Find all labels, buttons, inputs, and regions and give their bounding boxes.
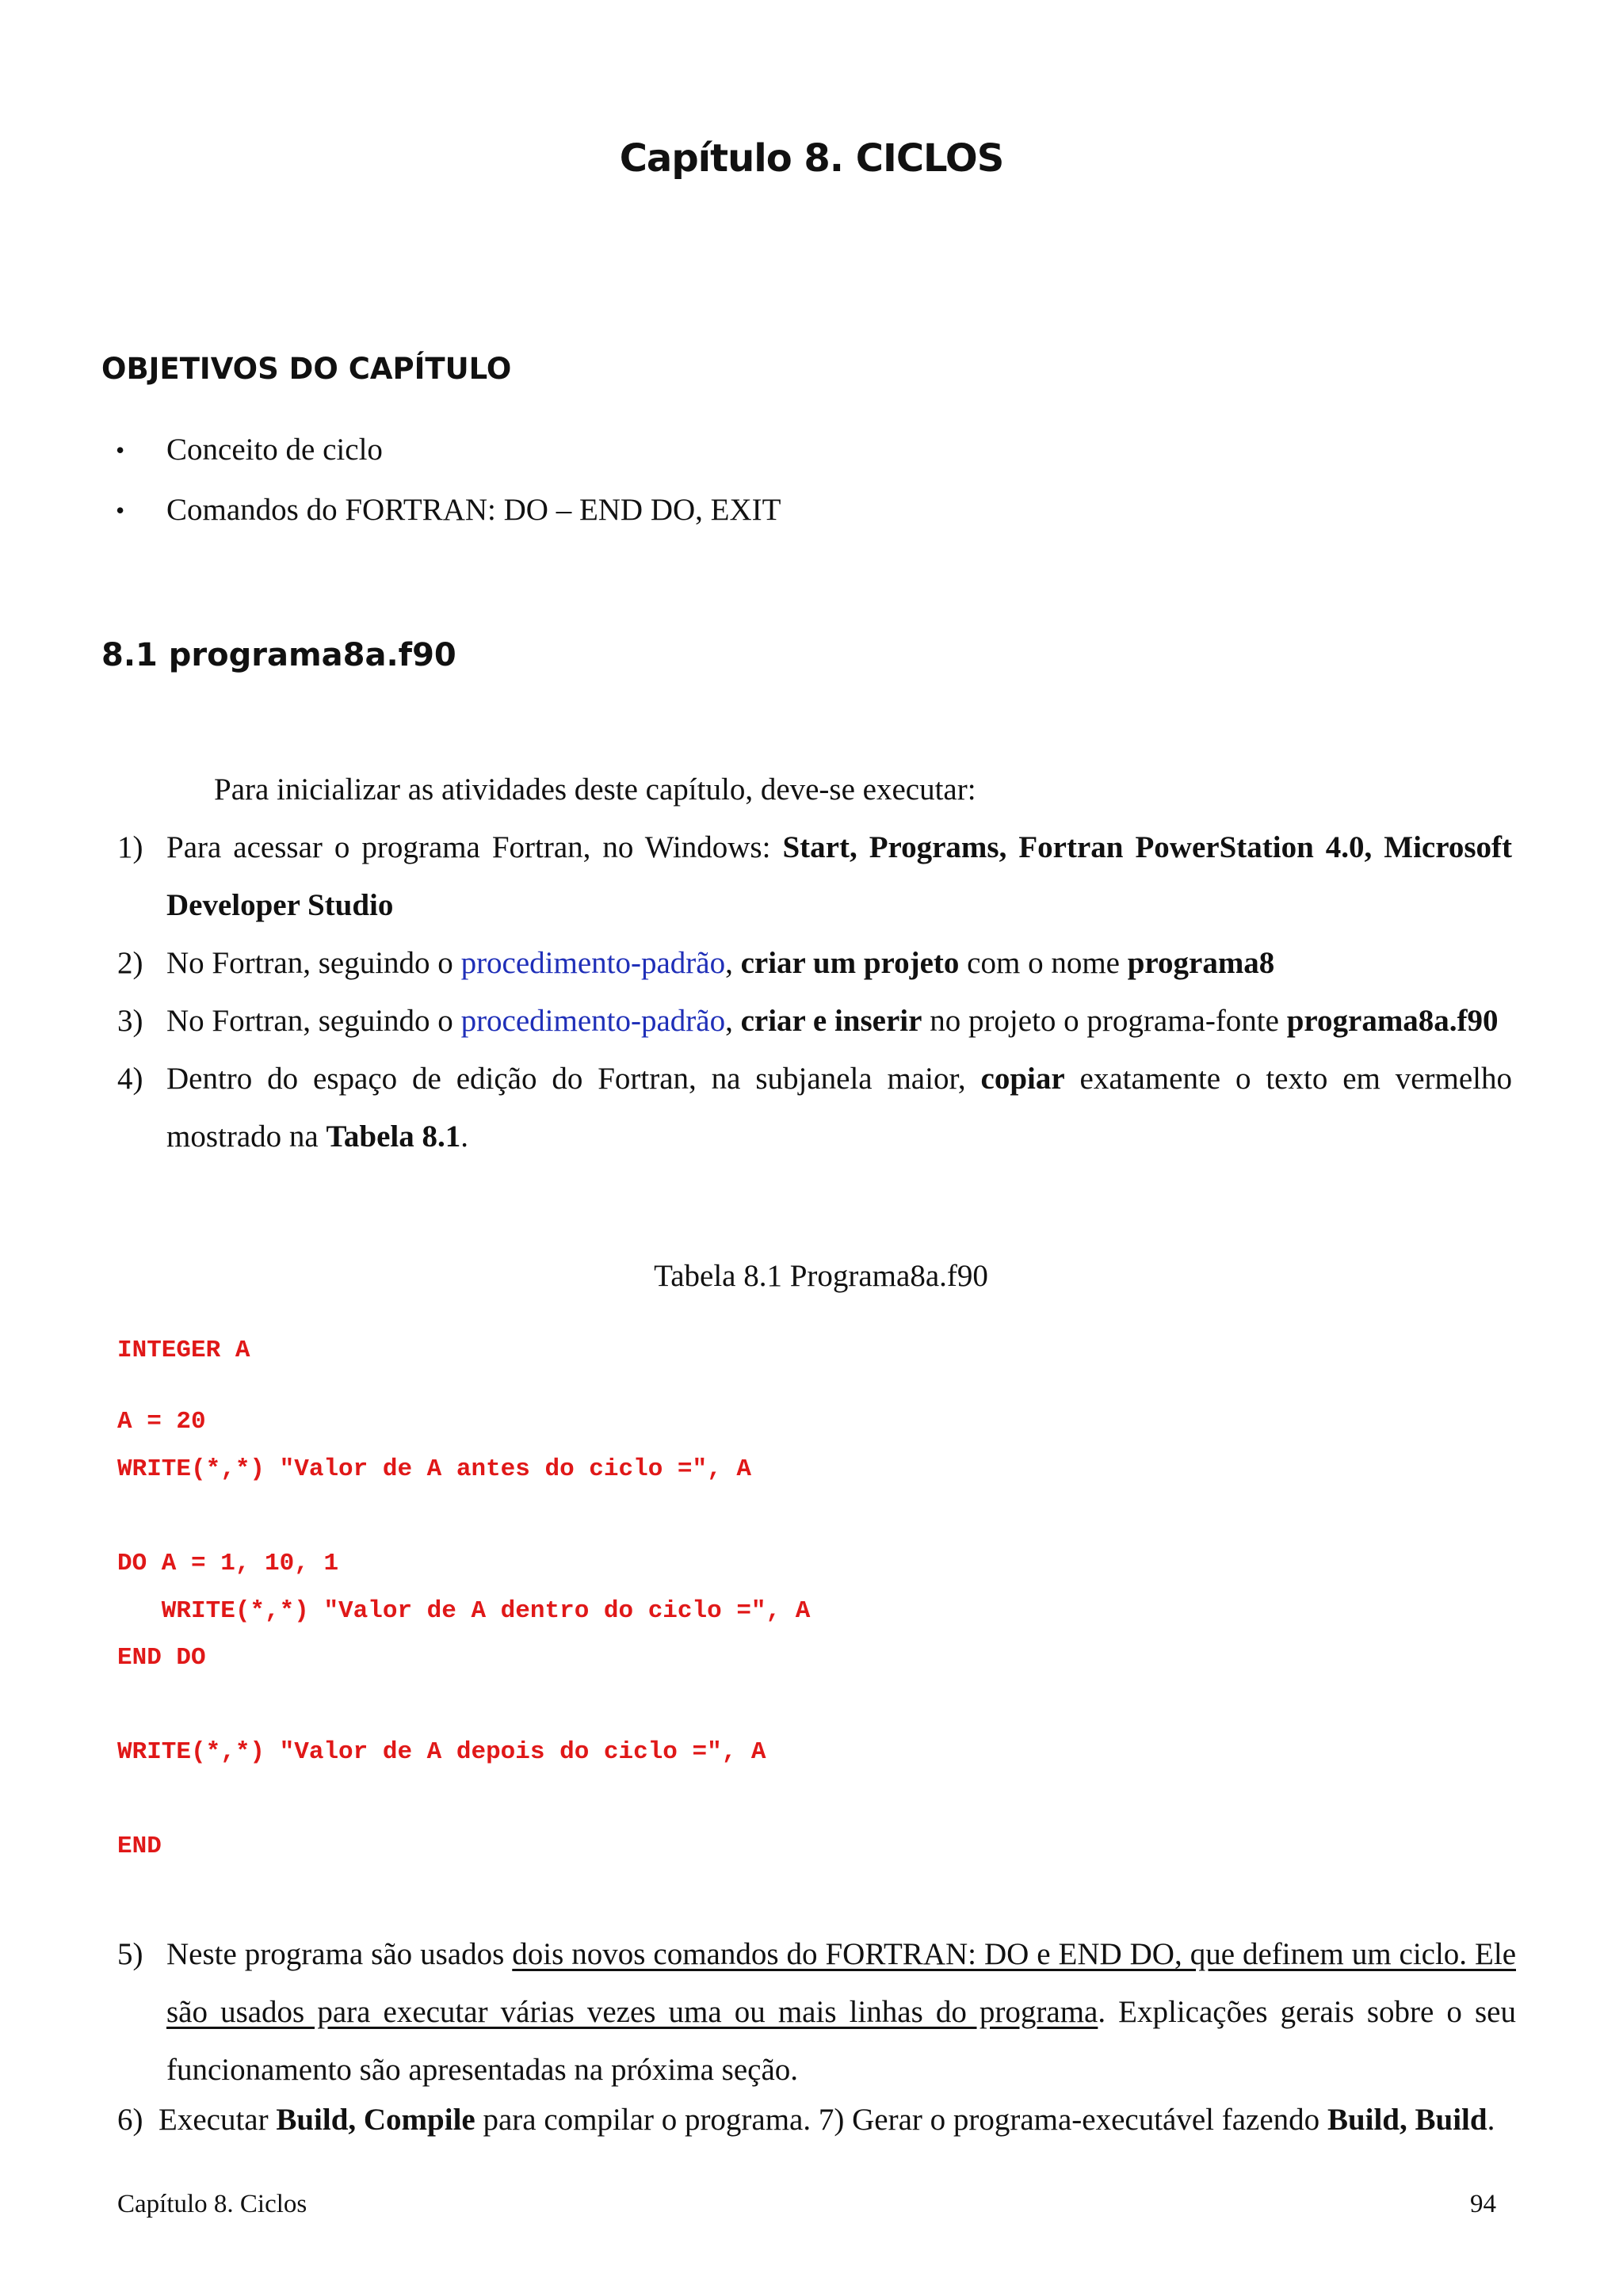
- code-line: END DO: [117, 1644, 206, 1672]
- code-line: WRITE(*,*) "Valor de A dentro do ciclo =", A: [117, 1597, 811, 1625]
- step-text: ,: [725, 1004, 741, 1038]
- step-bold: criar um projeto: [740, 946, 960, 980]
- step-number: 4): [117, 1062, 143, 1096]
- procedure-link[interactable]: procedimento-padrão: [460, 1004, 726, 1038]
- code-line: WRITE(*,*) "Valor de A antes do ciclo =", A: [117, 1455, 751, 1483]
- step-text: Neste programa são usados: [166, 1937, 513, 1971]
- step-5: [117, 1925, 1516, 2099]
- step-text: No Fortran, seguindo o: [166, 946, 461, 980]
- project-name: programa8: [1127, 946, 1275, 980]
- step-text: ,: [725, 946, 741, 980]
- bullet-icon: •: [116, 436, 125, 464]
- procedure-link[interactable]: procedimento-padrão: [460, 946, 726, 980]
- menu-path: Build, Build: [1327, 2103, 1487, 2137]
- steps-list: [117, 818, 1512, 1165]
- code-line: INTEGER A: [117, 1337, 250, 1364]
- step-4: [117, 1050, 1512, 1165]
- menu-path: Build, Compile: [276, 2103, 475, 2137]
- code-line: WRITE(*,*) "Valor de A depois do ciclo =", A: [117, 1738, 766, 1766]
- step-1: [117, 818, 1512, 934]
- list-item: [111, 420, 781, 480]
- step-bold: copiar: [980, 1062, 1065, 1096]
- step-bold: criar e inserir: [740, 1004, 922, 1038]
- step-number: 2): [117, 946, 143, 980]
- step-2: [117, 934, 1512, 992]
- objectives-list: [111, 420, 781, 540]
- code-line: DO A = 1, 10, 1: [117, 1550, 339, 1577]
- step-text: para compilar o programa. 7) Gerar o programa-executável fazendo: [475, 2103, 1327, 2137]
- step-text: No Fortran, seguindo o: [166, 1004, 461, 1038]
- step-text: Dentro do espaço de edição do Fortran, na subjanela maior,: [166, 1062, 981, 1096]
- step-text: Para acessar o programa Fortran, no Windows:: [166, 830, 783, 864]
- step-6-7: [117, 2101, 1516, 2139]
- code-line: END: [117, 1833, 162, 1860]
- step-text: .: [1487, 2103, 1495, 2137]
- step-number: 3): [117, 1004, 143, 1038]
- section-heading: 8.1 programa8a.f90: [101, 637, 456, 673]
- menu-path: Start, Programs, Fortran PowerStation 4.0, Microsoft Developer Studio: [166, 830, 1512, 922]
- chapter-title: Capítulo 8. CICLOS: [619, 136, 1004, 181]
- objective-text: Comandos do FORTRAN: DO – END DO, EXIT: [166, 493, 781, 527]
- step-number: 6): [117, 2103, 143, 2137]
- bullet-icon: •: [116, 496, 125, 524]
- step-text: Executar: [158, 2103, 277, 2137]
- step-text: com o nome: [959, 946, 1128, 980]
- step-number: 1): [117, 830, 143, 864]
- code-line: A = 20: [117, 1408, 206, 1436]
- underlined-text: dois novos comandos do FORTRAN: DO e END DO, que definem um ciclo. Ele são usados para executar várias vezes uma ou mais linhas do programa: [166, 1937, 1516, 2029]
- list-item: [111, 480, 781, 540]
- step-text: .: [460, 1119, 468, 1154]
- footer-chapter: Capítulo 8. Ciclos: [117, 2190, 307, 2218]
- table-caption: Tabela 8.1 Programa8a.f90: [654, 1259, 988, 1293]
- objectives-heading: OBJETIVOS DO CAPÍTULO: [101, 352, 512, 386]
- intro-paragraph: Para inicializar as atividades deste capítulo, deve-se executar:: [214, 772, 976, 807]
- table-reference: Tabela 8.1: [326, 1119, 461, 1154]
- step-3: [117, 992, 1512, 1050]
- step-text: exatamente o texto em vermelho mostrado na: [166, 1062, 1512, 1154]
- step-text: . Explicações gerais sobre o seu funcionamento são apresentadas na próxima seção.: [166, 1995, 1516, 2087]
- step-text: no projeto o programa-fonte: [922, 1004, 1287, 1038]
- source-file-name: programa8a.f90: [1286, 1004, 1499, 1038]
- step-number: 5): [117, 1937, 143, 1971]
- steps-list-continued: [117, 1925, 1516, 2099]
- objective-text: Conceito de ciclo: [166, 433, 383, 467]
- page-number: 94: [1470, 2190, 1496, 2218]
